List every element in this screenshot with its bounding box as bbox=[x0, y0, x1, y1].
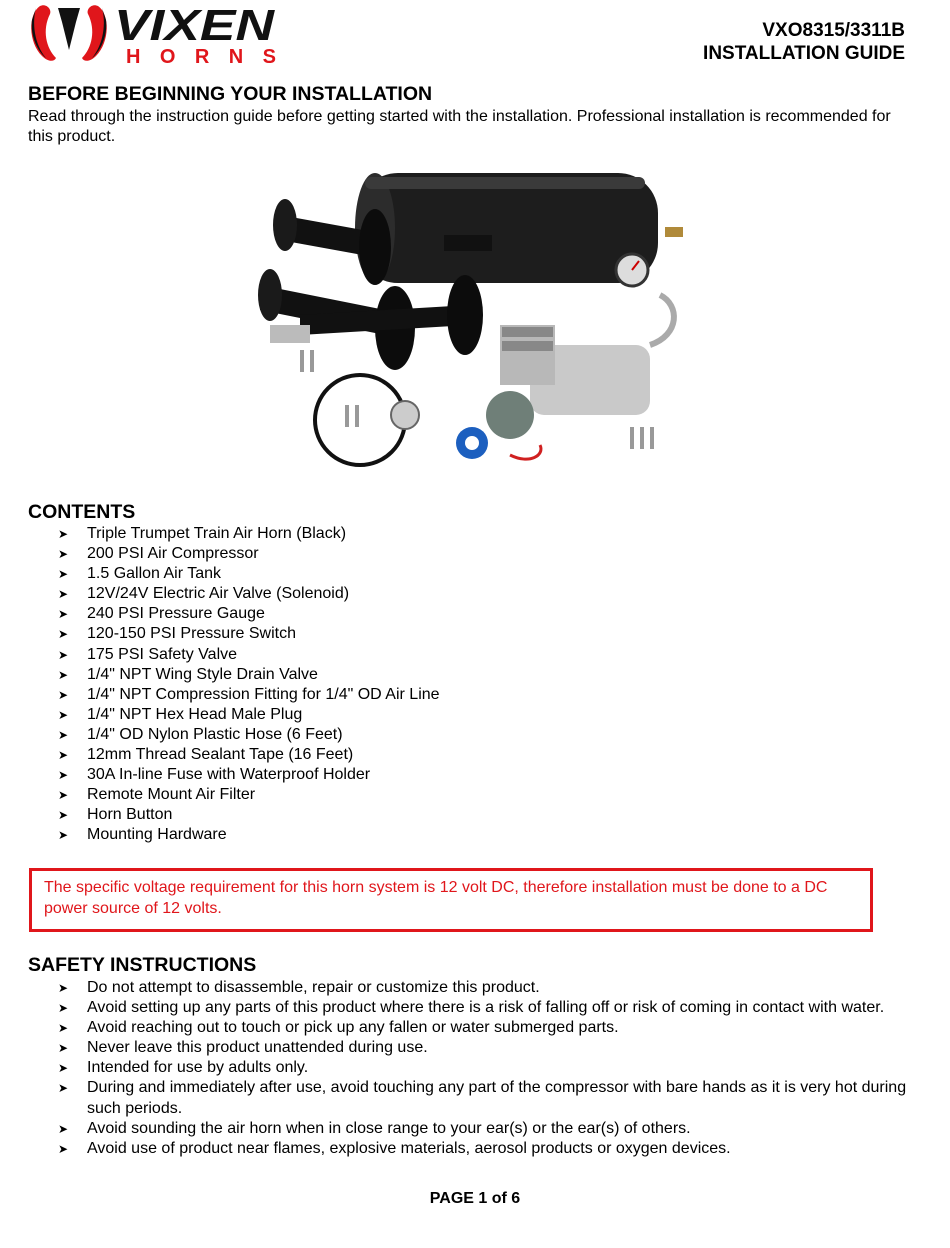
product-image bbox=[240, 165, 695, 483]
arrow-bullet-icon: ➤ bbox=[58, 687, 69, 702]
list-item: ➤ Avoid reaching out to touch or pick up any fallen or water submerged parts. bbox=[58, 1018, 918, 1038]
arrow-bullet-icon: ➤ bbox=[58, 527, 69, 541]
list-item: ➤ Avoid sounding the air horn when in close range to your ear(s) or the ear(s) of others. bbox=[58, 1119, 918, 1139]
voltage-warning-text: The specific voltage requirement for this horn system is 12 volt DC, therefore installation must be done to a DC power source of 12 volts. bbox=[44, 879, 828, 917]
list-item: ➤ Intended for use by adults only. bbox=[58, 1058, 918, 1078]
arrow-bullet-icon: ➤ bbox=[58, 1141, 69, 1156]
list-item: ➤ Never leave this product unattended during use. bbox=[58, 1038, 918, 1058]
arrow-bullet-icon: ➤ bbox=[58, 627, 69, 642]
arrow-bullet-icon: ➤ bbox=[58, 587, 69, 602]
list-item: ➤ Do not attempt to disassemble, repair or customize this product. bbox=[58, 978, 918, 998]
horn-emblem-icon bbox=[31, 5, 107, 61]
list-item: ➤ 30A In-line Fuse with Waterproof Holder bbox=[58, 765, 440, 785]
list-item: ➤ 12mm Thread Sealant Tape (16 Feet) bbox=[58, 745, 440, 765]
arrow-bullet-icon: ➤ bbox=[58, 768, 69, 783]
page-number: PAGE 1 of 6 bbox=[429, 1190, 521, 1207]
brand-main-text: VIXEN bbox=[114, 1, 276, 50]
guide-title: INSTALLATION GUIDE bbox=[703, 43, 905, 64]
arrow-bullet-icon: ➤ bbox=[58, 667, 69, 682]
arrow-bullet-icon: ➤ bbox=[58, 1121, 69, 1136]
arrow-bullet-icon: ➤ bbox=[58, 788, 69, 803]
list-item: ➤ 1/4" NPT Compression Fitting for 1/4" OD Air Line bbox=[58, 685, 440, 705]
list-item: ➤ Horn Button bbox=[58, 805, 440, 825]
arrow-bullet-icon: ➤ bbox=[58, 981, 69, 995]
arrow-bullet-icon: ➤ bbox=[58, 647, 69, 662]
arrow-bullet-icon: ➤ bbox=[58, 1021, 69, 1036]
arrow-bullet-icon: ➤ bbox=[58, 828, 69, 843]
arrow-bullet-icon: ➤ bbox=[58, 1081, 69, 1096]
list-item: ➤ 1/4" NPT Wing Style Drain Valve bbox=[58, 665, 440, 685]
model-number: VXO8315/3311B bbox=[762, 20, 905, 41]
list-item: ➤ Avoid setting up any parts of this product where there is a risk of falling off or risk of coming in contact with water. bbox=[58, 998, 918, 1018]
list-item: ➤ Remote Mount Air Filter bbox=[58, 785, 440, 805]
list-item: ➤ 175 PSI Safety Valve bbox=[58, 645, 440, 665]
list-item: ➤ 12V/24V Electric Air Valve (Solenoid) bbox=[58, 584, 440, 604]
intro-text: Read through the instruction guide before getting started with the installation. Professional installation is recommended for this product. bbox=[28, 108, 891, 145]
safety-list bbox=[58, 978, 918, 1159]
list-item: ➤ Mounting Hardware bbox=[58, 825, 440, 845]
list-item: ➤ 120-150 PSI Pressure Switch bbox=[58, 624, 440, 644]
contents-heading: CONTENTS bbox=[28, 501, 136, 523]
arrow-bullet-icon: ➤ bbox=[58, 1001, 69, 1016]
arrow-bullet-icon: ➤ bbox=[58, 1061, 69, 1076]
list-item: ➤ During and immediately after use, avoid touching any part of the compressor with bare hands as it is very hot during such periods. bbox=[58, 1079, 907, 1117]
list-item: ➤ Triple Trumpet Train Air Horn (Black) bbox=[58, 524, 440, 544]
vixen-horns-logo bbox=[28, 0, 280, 68]
safety-heading: SAFETY INSTRUCTIONS bbox=[28, 954, 257, 976]
document-header bbox=[703, 19, 905, 65]
arrow-bullet-icon: ➤ bbox=[58, 808, 69, 823]
contents-list bbox=[58, 524, 440, 846]
arrow-bullet-icon: ➤ bbox=[58, 748, 69, 763]
arrow-bullet-icon: ➤ bbox=[58, 707, 69, 722]
list-item: ➤ Avoid use of product near flames, explosive materials, aerosol products or oxygen devices. bbox=[58, 1139, 918, 1159]
list-item: ➤ 200 PSI Air Compressor bbox=[58, 544, 440, 564]
list-item: ➤ 1.5 Gallon Air Tank bbox=[58, 564, 440, 584]
list-item: ➤ 1/4" NPT Hex Head Male Plug bbox=[58, 705, 440, 725]
intro-heading: BEFORE BEGINNING YOUR INSTALLATION bbox=[28, 83, 433, 105]
list-item: ➤ 1/4" OD Nylon Plastic Hose (6 Feet) bbox=[58, 725, 440, 745]
arrow-bullet-icon: ➤ bbox=[58, 1041, 69, 1056]
list-item: ➤ 240 PSI Pressure Gauge bbox=[58, 604, 440, 624]
arrow-bullet-icon: ➤ bbox=[58, 567, 69, 582]
arrow-bullet-icon: ➤ bbox=[58, 607, 69, 622]
voltage-warning-box bbox=[29, 868, 873, 932]
arrow-bullet-icon: ➤ bbox=[58, 727, 69, 742]
arrow-bullet-icon: ➤ bbox=[58, 547, 69, 562]
brand-sub-text: HORNS bbox=[126, 46, 276, 68]
